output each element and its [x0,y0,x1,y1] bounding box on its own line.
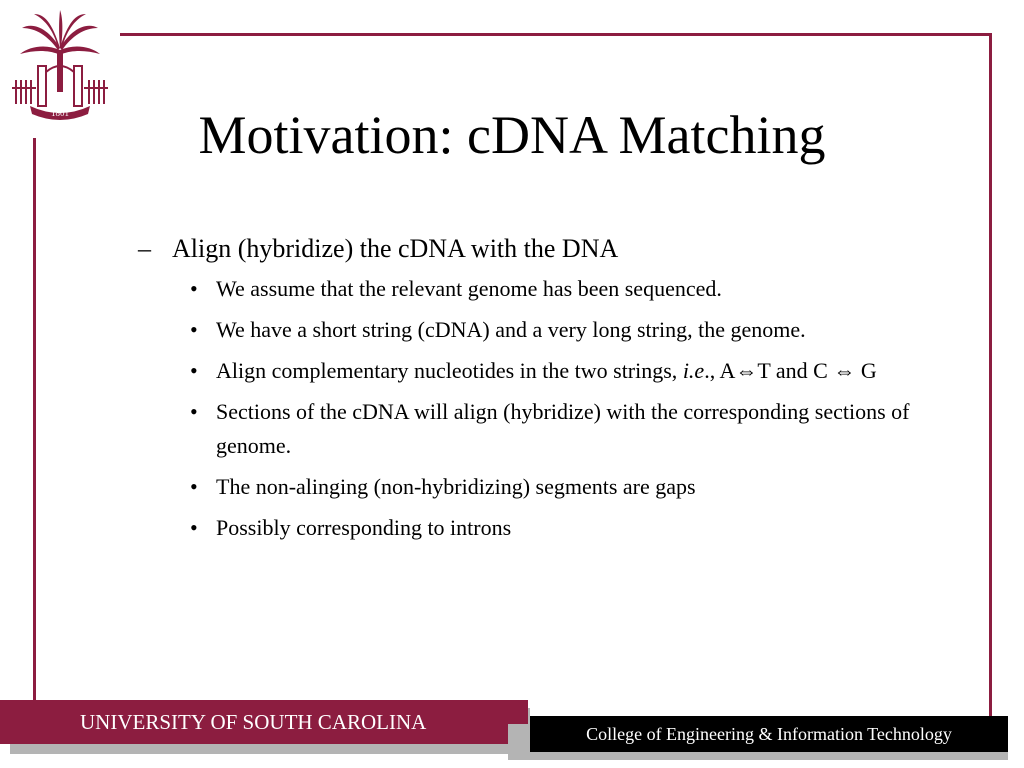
list-item-text: The non-alinging (non-hybridizing) segments are gaps [216,474,696,499]
bullet-marker: • [190,474,198,499]
list-item [138,395,958,463]
list-item-text-italic: i.e [682,358,705,383]
university-banner: UNIVERSITY OF SOUTH CAROLINA [0,700,528,744]
list-item [138,230,958,268]
bullet-marker: • [190,317,198,342]
list-item [138,313,958,347]
frame-left-line [33,138,36,703]
list-item-text: We assume that the relevant genome has been sequenced. [216,276,722,301]
list-item-text-after: ., A⇔T and C ⇔ G [704,358,877,383]
frame-top-line [120,33,992,36]
bullet-marker: • [190,515,198,540]
list-item [138,354,958,388]
list-item [138,511,958,545]
slide-content [138,230,958,552]
list-item-text-before: Align complementary nucleotides in the two strings, [216,358,683,383]
list-item-text: Possibly corresponding to introns [216,515,512,540]
list-item [138,272,958,306]
list-item-text: Sections of the cDNA will align (hybridize) with the corresponding sections of genome. [216,399,910,458]
bullet-marker: • [190,399,198,424]
bullet-marker: • [190,358,198,383]
slide-title: Motivation: cDNA Matching [198,105,826,165]
list-item-text: We have a short string (cDNA) and a very long string, the genome. [216,317,806,342]
college-banner: College of Engineering & Information Technology [530,716,1008,752]
dash-marker: – [138,234,151,263]
logo-year-text: 1801 [51,108,69,118]
list-item [138,470,958,504]
list-item-text: Align (hybridize) the cDNA with the DNA [172,234,619,263]
bullet-marker: • [190,276,198,301]
